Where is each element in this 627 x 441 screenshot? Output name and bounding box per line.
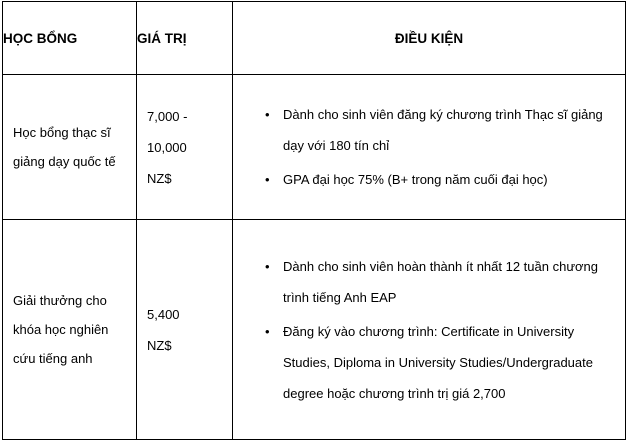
- condition-text: Dành cho sinh viên hoàn thành ít nhất 12 tuần chương trình tiếng Anh EAP: [283, 258, 599, 305]
- scholarship-name-cell: [3, 75, 137, 220]
- bullet-icon: •: [265, 323, 270, 339]
- conditions-list: [233, 99, 625, 195]
- scholarship-name-line: cứu tiếng anh: [13, 351, 93, 366]
- scholarship-value-line: NZ$: [147, 170, 172, 186]
- conditions-cell: [233, 75, 626, 220]
- header-scholarship: HỌC BỔNG: [3, 2, 137, 75]
- scholarship-value-line: NZ$: [147, 337, 172, 353]
- condition-item: [265, 316, 615, 409]
- scholarship-value-line: 10,000: [147, 139, 187, 155]
- bullet-icon: •: [265, 107, 270, 122]
- scholarship-value-cell: [137, 75, 233, 220]
- scholarship-name-line: khóa học nghiên: [13, 322, 109, 337]
- scholarship-name-line: Học bổng thạc sĩ: [13, 125, 111, 140]
- scholarship-name-line: giảng dạy quốc tế: [13, 154, 116, 169]
- condition-text: GPA đại học 75% (B+ trong năm cuối đại học): [283, 172, 548, 187]
- scholarship-table: [2, 1, 626, 440]
- scholarship-value-cell: [137, 220, 233, 440]
- scholarship-value-line: 7,000 -: [147, 108, 188, 124]
- condition-item: [265, 164, 615, 195]
- condition-item: [265, 251, 615, 313]
- table-header-row: [3, 2, 626, 75]
- scholarship-name-line: Giải thưởng cho: [13, 293, 107, 308]
- condition-text: Dành cho sinh viên đăng ký chương trình Thạc sĩ giảng dạy với 180 tín chỉ: [283, 107, 603, 153]
- header-value: GIÁ TRỊ: [137, 2, 233, 75]
- table-row: [3, 75, 626, 220]
- bullet-icon: •: [265, 258, 270, 274]
- table-row: [3, 220, 626, 440]
- header-conditions: ĐIỀU KIỆN: [233, 2, 626, 75]
- bullet-icon: •: [265, 172, 270, 187]
- conditions-cell: [233, 220, 626, 440]
- conditions-list: [233, 251, 625, 409]
- condition-text: Đăng ký vào chương trình: Certificate in University Studies, Diploma in University Studies/Undergraduate degree hoặc chương trình trị giá 2,700: [283, 323, 593, 401]
- condition-item: [265, 99, 615, 161]
- scholarship-name-cell: [3, 220, 137, 440]
- scholarship-value-line: 5,400: [147, 306, 180, 322]
